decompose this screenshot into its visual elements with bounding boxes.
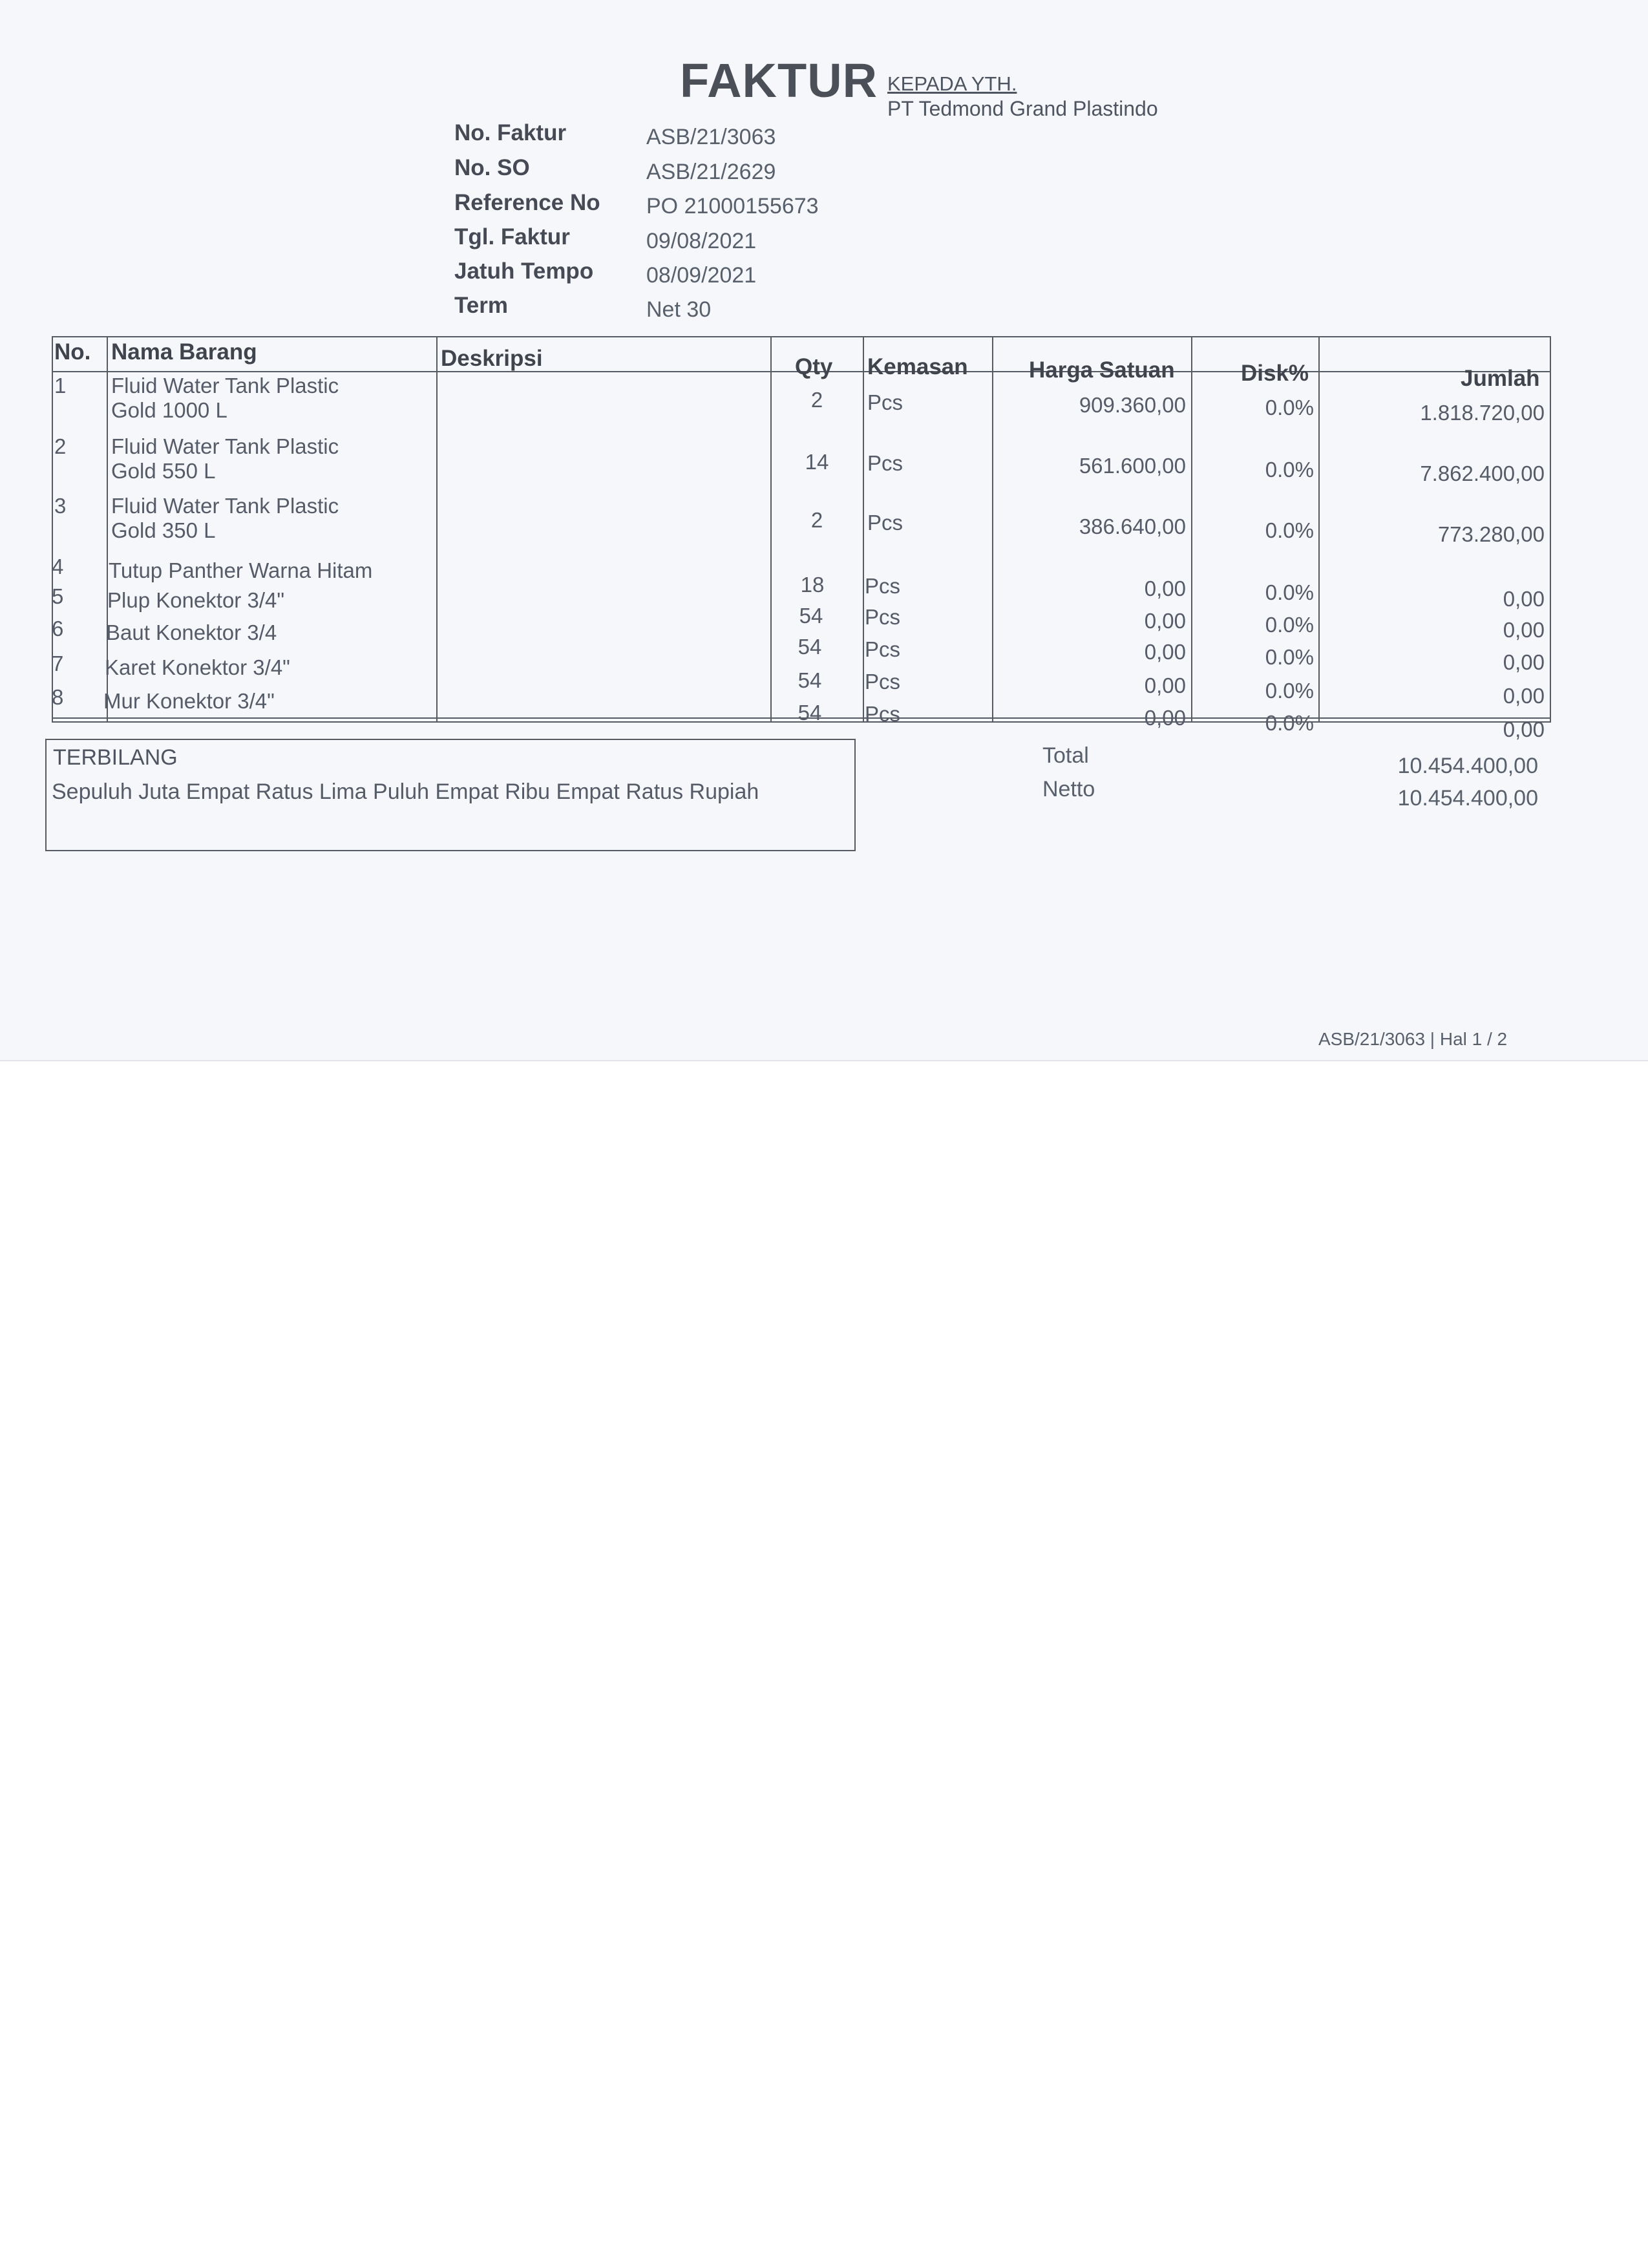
kepada-label: KEPADA YTH. <box>887 72 1017 95</box>
row-3-jumlah: 773.280,00 <box>1437 522 1545 546</box>
row-1-disk: 0.0% <box>1265 396 1314 419</box>
row-2-qty: 14 <box>805 450 829 474</box>
row-1-name-line2: Gold 1000 L <box>111 398 227 422</box>
row-5-harga: 0,00 <box>1144 609 1186 633</box>
row-1-qty: 2 <box>810 388 823 412</box>
row-8-qty: 54 <box>798 701 822 725</box>
col-header-harga-satuan: Harga Satuan <box>1029 357 1175 383</box>
row-2-harga: 561.600,00 <box>1079 454 1186 478</box>
row-4-harga: 0,00 <box>1144 577 1186 600</box>
terbilang-box <box>45 739 856 851</box>
col-divider <box>770 336 772 723</box>
col-divider <box>1550 336 1551 723</box>
col-header-disk: Disk% <box>1241 361 1309 386</box>
no-so-label: No. SO <box>454 155 530 180</box>
row-6-name: Baut Konektor 3/4 <box>106 620 277 644</box>
row-6-disk: 0.0% <box>1265 645 1314 669</box>
col-divider <box>1191 336 1192 723</box>
terbilang-text: Sepuluh Juta Empat Ratus Lima Puluh Empat Ribu Empat Ratus Rupiah <box>52 779 759 804</box>
reference-no-label: Reference No <box>454 190 600 215</box>
col-header-no: No. <box>54 339 91 365</box>
row-7-kemasan: Pcs <box>865 670 901 694</box>
col-divider <box>1318 336 1320 723</box>
row-3-disk: 0.0% <box>1265 518 1314 542</box>
row-4-disk: 0.0% <box>1265 580 1314 604</box>
no-so-value: ASB/21/2629 <box>646 160 776 184</box>
row-7-no: 7 <box>52 652 64 675</box>
row-8-no: 8 <box>52 685 64 709</box>
recipient-name: PT Tedmond Grand Plastindo <box>887 97 1158 120</box>
row-8-name: Mur Konektor 3/4" <box>103 689 275 713</box>
jatuh-tempo-value: 08/09/2021 <box>646 263 757 288</box>
total-value: 10.454.400,00 <box>1397 754 1538 778</box>
col-divider <box>992 336 993 723</box>
row-5-disk: 0.0% <box>1265 613 1314 637</box>
row-7-jumlah: 0,00 <box>1503 684 1545 708</box>
row-5-no: 5 <box>52 584 64 608</box>
jatuh-tempo-label: Jatuh Tempo <box>454 259 594 284</box>
row-5-kemasan: Pcs <box>865 605 901 629</box>
col-header-jumlah: Jumlah <box>1461 366 1540 391</box>
row-1-no: 1 <box>54 374 67 397</box>
row-1-jumlah: 1.818.720,00 <box>1420 401 1545 425</box>
row-8-kemasan: Pcs <box>865 702 901 726</box>
row-3-no: 3 <box>54 494 67 518</box>
col-header-nama-barang: Nama Barang <box>111 339 257 365</box>
row-3-kemasan: Pcs <box>867 511 903 535</box>
total-label: Total <box>1042 743 1089 768</box>
col-header-deskripsi: Deskripsi <box>441 346 543 371</box>
table-top-border <box>52 336 1551 337</box>
row-2-no: 2 <box>54 434 67 458</box>
row-1-harga: 909.360,00 <box>1079 393 1186 417</box>
col-header-kemasan: Kemasan <box>867 354 968 379</box>
row-4-no: 4 <box>52 555 64 578</box>
row-3-qty: 2 <box>810 508 823 532</box>
page-reference: ASB/21/3063 | Hal 1 / 2 <box>1318 1029 1508 1049</box>
row-4-jumlah: 0,00 <box>1503 587 1545 611</box>
row-3-name-line1: Fluid Water Tank Plastic <box>111 494 339 518</box>
row-8-disk: 0.0% <box>1265 711 1314 735</box>
row-6-qty: 54 <box>798 635 822 659</box>
row-2-name-line1: Fluid Water Tank Plastic <box>111 434 339 458</box>
tgl-faktur-label: Tgl. Faktur <box>454 224 570 249</box>
reference-no-value: PO 21000155673 <box>646 194 819 218</box>
row-3-harga: 386.640,00 <box>1079 514 1186 538</box>
row-2-kemasan: Pcs <box>867 451 903 475</box>
term-label: Term <box>454 293 508 318</box>
row-5-name: Plup Konektor 3/4" <box>107 588 285 612</box>
col-divider <box>436 336 438 723</box>
row-7-name: Karet Konektor 3/4" <box>105 655 290 679</box>
page-title: FAKTUR <box>680 54 878 107</box>
row-2-name-line2: Gold 550 L <box>111 459 216 483</box>
row-8-jumlah: 0,00 <box>1503 717 1545 741</box>
invoice-sheet <box>0 0 1648 1061</box>
row-2-disk: 0.0% <box>1265 458 1314 482</box>
row-6-jumlah: 0,00 <box>1503 650 1545 674</box>
row-2-jumlah: 7.862.400,00 <box>1420 461 1545 485</box>
row-4-qty: 18 <box>800 573 825 597</box>
netto-label: Netto <box>1042 777 1095 801</box>
row-7-disk: 0.0% <box>1265 679 1314 703</box>
term-value: Net 30 <box>646 297 712 322</box>
row-3-name-line2: Gold 350 L <box>111 518 216 542</box>
terbilang-label: TERBILANG <box>53 745 178 770</box>
row-1-name-line1: Fluid Water Tank Plastic <box>111 374 339 397</box>
no-faktur-label: No. Faktur <box>454 120 567 145</box>
row-5-jumlah: 0,00 <box>1503 618 1545 642</box>
netto-value: 10.454.400,00 <box>1397 786 1538 811</box>
row-4-name: Tutup Panther Warna Hitam <box>109 558 373 582</box>
row-6-kemasan: Pcs <box>865 637 901 661</box>
row-6-no: 6 <box>52 617 64 641</box>
col-divider <box>863 336 864 723</box>
row-4-kemasan: Pcs <box>865 574 901 598</box>
row-1-kemasan: Pcs <box>867 390 903 414</box>
col-header-qty: Qty <box>795 354 833 379</box>
row-5-qty: 54 <box>799 604 823 628</box>
tgl-faktur-value: 09/08/2021 <box>646 229 757 253</box>
no-faktur-value: ASB/21/3063 <box>646 125 776 149</box>
row-7-harga: 0,00 <box>1144 673 1186 697</box>
row-8-harga: 0,00 <box>1144 706 1186 730</box>
row-6-harga: 0,00 <box>1144 640 1186 664</box>
row-7-qty: 54 <box>798 668 822 692</box>
